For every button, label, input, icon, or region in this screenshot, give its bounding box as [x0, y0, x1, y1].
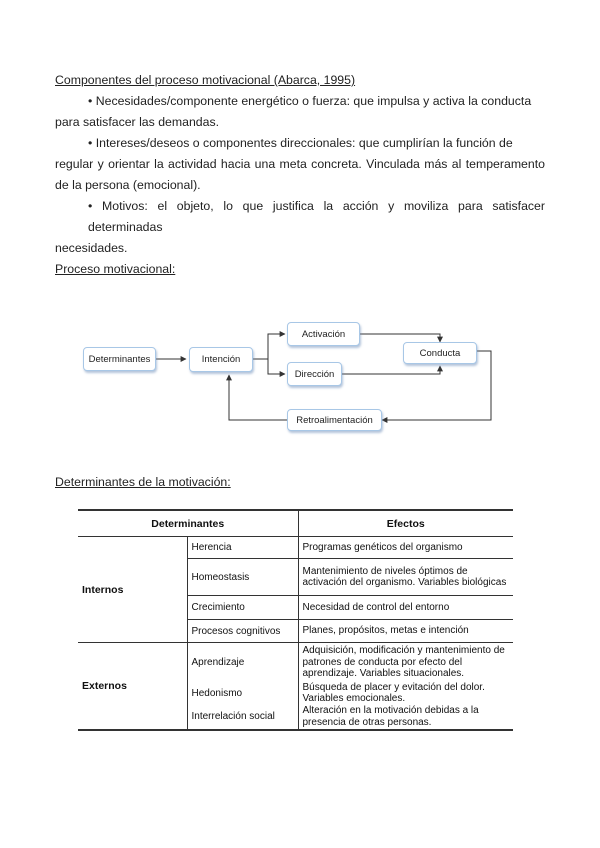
bullet-line: • Intereses/deseos o componentes direccionales: que cumplirían la función de: [88, 136, 513, 150]
row-name: Interrelación social: [187, 705, 298, 730]
row-name: Aprendizaje: [187, 643, 298, 682]
determinants-table: [78, 509, 513, 731]
row-effect: Programas genéticos del organismo: [298, 537, 513, 559]
table-row: [78, 643, 513, 682]
header-determinantes: Determinantes: [78, 510, 298, 537]
row-name: Crecimiento: [187, 596, 298, 620]
arrow-activacion-conducta: [360, 334, 440, 342]
diagram-box-conducta: Conducta: [403, 342, 477, 364]
diagram-box-direccion: Dirección: [287, 362, 342, 386]
section-heading-process: Proceso motivacional:: [55, 262, 176, 276]
row-effect: Alteración en la motivación debidas a la presencia de otras personas.: [298, 705, 513, 730]
row-name: Hedonismo: [187, 682, 298, 705]
row-effect: Búsqueda de placer y evitación del dolor. Variables emocionales.: [298, 682, 513, 705]
row-effect: Adquisición, modificación y mantenimiento de patrones de conducta por efecto del aprendizaje. Variables situacionales.: [298, 643, 513, 682]
diagram-box-determinantes: Determinantes: [83, 347, 156, 371]
diagram-box-intencion: Intención: [189, 347, 253, 372]
bullet-line: • Motivos: el objeto, lo que justifica la acción y moviliza para satisfacer determinadas: [88, 199, 545, 234]
diagram-box-retroalimentacion: Retroalimentación: [287, 409, 382, 431]
table-header-row: [78, 510, 513, 537]
bullet-line: • Necesidades/componente energético o fuerza: que impulsa y activa la conducta: [88, 94, 532, 108]
arrow-direccion-conducta: [342, 366, 440, 374]
row-name: Herencia: [187, 537, 298, 559]
row-effect: Planes, propósitos, metas e intención: [298, 620, 513, 643]
bullet-continuation: para satisfacer las demandas.: [55, 115, 220, 129]
row-effect: Mantenimiento de niveles óptimos de activación del organismo. Variables biológicas: [298, 559, 513, 596]
row-name: Procesos cognitivos: [187, 620, 298, 643]
bullet-continuation: regular y orientar la actividad hacia una meta concreta. Vinculada más al temperamento de la persona (emocional).: [55, 157, 545, 192]
header-efectos: Efectos: [298, 510, 513, 537]
group-internos: Internos: [78, 537, 187, 643]
diagram-box-activacion: Activación: [287, 322, 360, 346]
row-name: Homeostasis: [187, 559, 298, 596]
arrow-intencion-activacion: [253, 334, 285, 359]
group-externos: Externos: [78, 643, 187, 730]
table-row: [78, 537, 513, 559]
arrow-retro-intencion: [229, 375, 287, 420]
section-heading-components: Componentes del proceso motivacional (Abarca, 1995): [55, 73, 356, 87]
bullet-continuation: necesidades.: [55, 241, 128, 255]
row-effect: Necesidad de control del entorno: [298, 596, 513, 620]
section-heading-determinants: Determinantes de la motivación:: [55, 475, 231, 489]
arrow-intencion-direccion: [268, 359, 285, 374]
